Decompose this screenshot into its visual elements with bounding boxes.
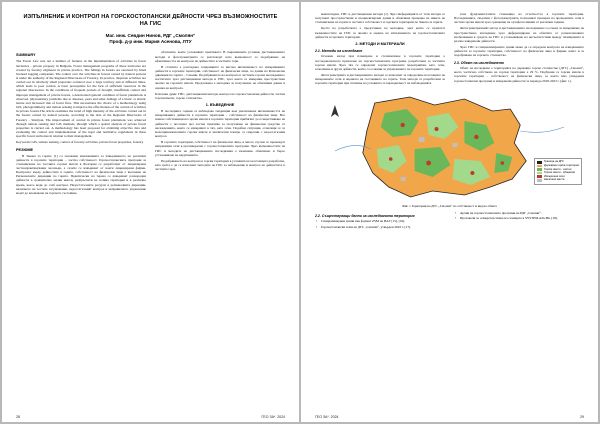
right-footer: [315, 415, 584, 419]
left-footer: [16, 415, 285, 419]
legend-item: Населени места: [537, 178, 579, 182]
right-page: [301, 2, 598, 422]
legend-item: Извършени сечи: [537, 175, 579, 179]
subsection-2-2: 2.2. Съществуващи данни за изследваната територия: [315, 213, 415, 218]
author-1: Маг. инж. Севдин Нинов, РДГ „Смолян“: [105, 33, 196, 39]
intro-heading: 1. ВЪВЕДЕНИЕ: [205, 103, 235, 108]
right-top-paragraph-2: Целта на разработката е представяне на методика, чрез която се прилагат възможностите на ГИС за анализ и оценка на изпълнението на горскостопанските дейности в горските територии.: [315, 26, 445, 39]
legend-swatch: [537, 175, 542, 178]
territory-map: [315, 91, 584, 203]
legend-swatch: [537, 165, 542, 168]
intro-paragraph-1: В последните години се наблюдава тенденция към увеличаване интензивността на извършваните дейности в горските територии – собственост на физически лица. Все повече собственици на горски имоти в горските територии прибягват до осъществяване на дейности с посочена цел частна практика за получаване на финансови средства от насажденията, които се извършват в тях, като сечи. Подобни ситуации, отнасящи се за малопривлекателните горски имоти и значителни площи, са свързани с недостатъчния контрол.: [155, 109, 285, 139]
right-col2-paragraph-3: Чрез ГИС и специализираните данни може да се определи контрола на извършените дейности за горските територии, собственост на физически лица и фирми, както и за подобряване на горското стопанство.: [454, 45, 584, 58]
right-col2-paragraph-1: това фундаменталните становища на отчетността в горските територии. Изследванията, свързани с фотограметрията, позволяват проверка на проведените сечи в частни горски имоти чрез сравнение на ортофотоснимки от различни години.: [454, 12, 584, 25]
list-item: • Специализирани данни във формат ZSM на ИАГ [15], [16].: [315, 219, 445, 223]
paper-title: ИЗПЪЛНЕНИЕ И КОНТРОЛ НА ГОРСКОСТОПАНСКИ ДЕЙНОСТИ ЧРЕЗ ВЪЗМОЖНОСТИТЕ НА ГИС: [23, 14, 278, 27]
dgs-boundary: [363, 97, 526, 197]
right-journal-name: ГЕО ЗА*. 2024: [315, 415, 339, 419]
list-item: • Протоколи за освидетелстване на сечищата в SYSTEM.AIG.BG [18].: [454, 216, 584, 220]
subsection-2-3: 2.3. Обект на изследването: [454, 60, 504, 65]
summary-text: The Forest Law sets out a number of features in the implementation of activities in forest territories - private property in Bulgaria. Forest management programs of these territories are created by forestry engineers in private practice. The fellings in forests are executed by hired licensed logging companies. The control over the activities in forests owned by natural persons is under the authority of the Regional Directorate of Forestry. In practice, disparate activities are carried out in relatively small properties scattered over a large territory and at different times, which leads to poor control. A basic prerequisite for the lack of sufficient resources in the regional directorates. In the conditions of frequent periods of drought, insufficient control and improper management of private forests, a deteriorated general condition of forest plantations is observed, phytosanitary problems due to diseases, pests and other damage of a biotic or abiotic nature and increased risk of forest fires. This necessitates the choice of a methodology using GIS, photogrammetry and remote sensing to improve the effectiveness of the control of activities in private forests.The article examines the trend of high intensity of the activities carried out in the forests owned by natural persons, according to the data of the Regional Directorate of Forestry - Smolyan. The improvement of control in private forest plantations was achieved through remote sensing and GIS methods, through which a spatial analysis of private forest properties is carried out. A methodology has been proposed for obtaining objective data and evaluating the control and implementation of the legal and normative regulations in these specific forest territories in relation to their management.: [16, 59, 146, 139]
right-bottom-col-1: [315, 211, 445, 231]
figure-map: [315, 91, 584, 203]
list-item: • Горскостопански план на ДГС „Смолян“, утвърден 2022 г. [17].: [315, 225, 445, 229]
legend-swatch: [537, 161, 542, 164]
figure-caption: Фиг. 1 Територия на ДГС „Смолян“ по собственост и вид на обекта: [402, 203, 497, 208]
summary-heading: SUMMARY: [16, 53, 36, 58]
legend-item: Държавна горска територия: [537, 164, 579, 168]
methods-heading: 2. МЕТОДИ И МАТЕРИАЛИ: [355, 41, 405, 46]
left-journal-name: ГЕО ЗА*. 2024: [261, 415, 285, 419]
right-page-number: 29: [580, 415, 584, 419]
right-bottom-col-2: [454, 211, 584, 231]
left-col-2: [155, 50, 285, 197]
intro-paragraph-2: В горските територии, собственост на физически лица, в много случаи се провеждат неправилни сечи в противоречие с горскостопанските програми. Чрез възможностите на ГИС и методите на дистанционните изследвания е възможно обективно и бързо установяване на нарушенията.: [155, 140, 285, 157]
list-item: • Архив на горскостопанските програми на РДГ „Смолян“.: [454, 211, 584, 215]
rezyume-heading: РЕЗЮМЕ: [16, 147, 34, 152]
legend-swatch: [537, 179, 542, 182]
col2-keywords: Ключови думи: ГИС, дистанционни методи, контрол на горскостопански дейности, частни горски имоти, горско стопанство.: [155, 91, 285, 100]
subsection-2-1: 2.1. Методи на изследване: [315, 48, 363, 53]
map-legend: [534, 158, 582, 185]
legend-swatch: [537, 168, 542, 171]
legend-item: Граница на ДГС: [537, 160, 579, 164]
legend-swatch: [537, 172, 542, 175]
methods-paragraph-1: Основен метод при планиране и стопанисване в горските територии е последователното прилагане на горскостопанските програми, разработени за частните горски имоти. Чрез тях се определят горскостопанските мероприятия, като сечи, залесяване и други дейности, които са основни за управлението на горските територии.: [315, 54, 445, 71]
legend-item: Горски имоти - частни: [537, 168, 579, 172]
rezyume-text: В Закона за горите [1] са заложени изискванията за извършването на различни дейности в горските територии – частна собственост. Горскостопанските програми за стопанисване на частните горски имоти в България се разработват от лицензирани частнопрактикуващи лесовъди, а сечите се извършват от наети лицензирани фирми. Контролът върху дейностите в горите, собственост на физически лица е възложен на Регионалните дирекции по горите. Практически на терена се извършват разнородни дейности в сравнително малки имоти, разпръснати на голяма територия и в различно време, което води до слаб контрол. Недостатъчните ресурси в регионалните дирекции, наличието на честите засушавания, недостатъчният контрол и неправилното управление водят до влошаване на горското състояние.: [16, 153, 146, 195]
left-col-1: [16, 50, 146, 197]
right-col-1: [315, 12, 445, 88]
left-page: [2, 2, 299, 422]
col2-paragraph-2: В статията е разгледана тенденцията за висока интензивност на извършваните дейности в горските територии, собственост на физически лица, по данни на Регионална дирекция по горите – Смолян. Подобряването на контрола в частните горски насаждения е постигнато чрез дистанционни методи и ГИС, чрез които се извършва пространствен анализ на горските имоти. Предложена е методика за получаване на обективни данни и оценка на контрола.: [155, 64, 285, 90]
intro-paragraph-3: Подобряването на контрола в горски територии в условията на настоящата разработка, като целта е да се използват методите на ГИС за наблюдение и контрол на дейностите в частните гори.: [155, 158, 285, 172]
keywords: Keywords: GIS, remote sensing, control of forestry activities, private forest properties, forestry: [16, 140, 144, 145]
right-col-2: [454, 12, 584, 88]
right-top-paragraph-1: компютърни, ГИС и дистанционни методи [1]. Чрез информацията от тези методи се получават пространствени и специализирани данни и обективна преценка на нивата на стопанисване на горите в частната собственост и горските територии по Закона за горите.: [315, 12, 445, 25]
legend-item: Горски имоти - общински: [537, 171, 579, 175]
title-block: [16, 12, 285, 44]
author-2: Проф. д-р инж. Мария Асенова, ЛТУ: [109, 38, 192, 44]
methods-paragraph-2: Фотограметрията и дистанционните методи се използват за определяне на площите на извършените сечи и оценката на състоянието на горите. Тези методи са разработени за горските територии при спазване на условията за периодичност на наблюденията.: [315, 73, 445, 86]
right-col2-paragraph-2: Фотограметричният метод и дистанционните изследвания са основа за извършване на пространствено изследване чрез диференциране на обектите от разноплановите изображения в средата на ГИС и установяване на несъответствия между планираните и реално извършени дейности.: [454, 26, 584, 43]
col2-paragraph-1: облачните, които усложняват практиката. В съвременните условия, дистанционните методи и фотограметрията се разглеждат като възможност за подобряване на ефективността на контрола на дейностите в частните гори.: [155, 50, 285, 63]
left-page-number: 28: [16, 415, 20, 419]
object-paragraph: Обект на изследване е територията на държавно горско стопанство (ДГС) „Смолян“, което частично собствено на горски територии е 29 %. Подбрани са горски имоти в горските територии – собственост на физически лица, за които има утвърдени горскостопански програми и извършени дейности за периода 2018-2023 г. (фиг. 1).: [454, 66, 584, 83]
